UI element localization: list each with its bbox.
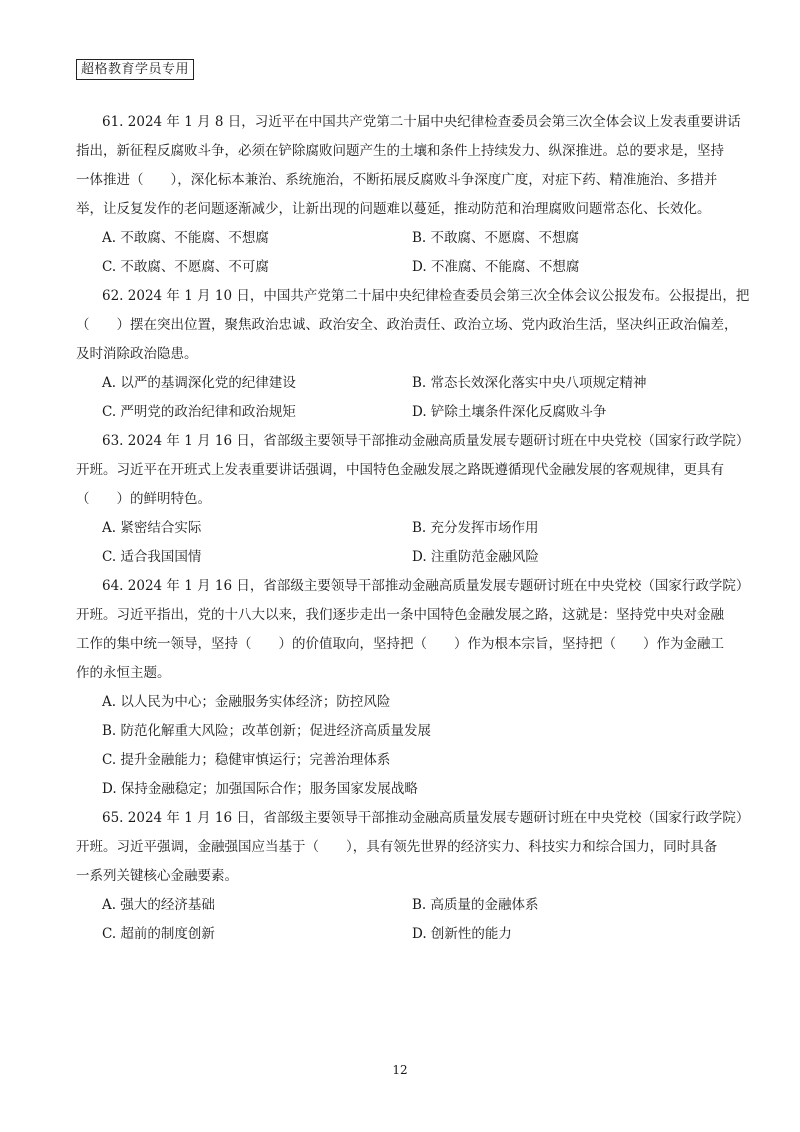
- question-65: [76, 804, 750, 949]
- option-d: D. 注重防范金融风险: [412, 549, 539, 565]
- option-a: A. 不敢腐、不能腐、不想腐: [102, 230, 269, 246]
- option-a: A. 以人民为中心；金融服务实体经济；防控风险: [102, 694, 391, 710]
- question-text-line: 65. 2024 年 1 月 16 日，省部级主要领导干部推动金融高质量发展专题研讨班在中央党校（国家行政学院）: [102, 810, 750, 826]
- question-text-line: 开班。习近平强调，金融强国应当基于（ ），具有领先世界的经济实力、科技实力和综合国力，同时具备: [76, 839, 718, 855]
- option-row: [76, 398, 726, 427]
- question-text-line: 工作的集中统一领导，坚持（ ）的价值取向，坚持把（ ）作为根本宗旨，坚持把（ ）作为金融工: [76, 636, 724, 652]
- question-text-line: 及时消除政治隐患。: [76, 346, 198, 362]
- question-text-line: 一体推进（ ），深化标本兼治、系统施治，不断拓展反腐败斗争深度广度，对症下药、精准施治、多措并: [76, 172, 718, 188]
- question-text-line: 开班。习近平在开班式上发表重要讲话强调，中国特色金融发展之路既遵循现代金融发展的客观规律，更具有: [76, 462, 724, 478]
- option-row: [76, 891, 726, 920]
- option-c: C. 不敢腐、不愿腐、不可腐: [102, 259, 269, 275]
- question-text-line: 作的永恒主题。: [76, 665, 171, 681]
- option-b: B. 防范化解重大风险；改革创新；促进经济高质量发展: [102, 723, 432, 739]
- question-text-line: 63. 2024 年 1 月 16 日，省部级主要领导干部推动金融高质量发展专题研讨班在中央党校（国家行政学院）: [102, 433, 750, 449]
- question-text-line: 一系列关键核心金融要素。: [76, 868, 238, 884]
- option-row: [76, 224, 726, 253]
- option-row: [76, 253, 726, 282]
- option-c: C. 超前的制度创新: [102, 926, 215, 942]
- question-64: [76, 572, 750, 804]
- page-number: 12: [392, 1063, 408, 1077]
- option-row: [76, 369, 726, 398]
- question-text-line: 指出，新征程反腐败斗争，必须在铲除腐败问题产生的土壤和条件上持续发力、纵深推进。总的要求是，坚持: [76, 143, 724, 159]
- option-c: C. 提升金融能力；稳健审慎运行；完善治理体系: [102, 752, 391, 768]
- option-d: D. 保持金融稳定；加强国际合作；服务国家发展战略: [102, 781, 418, 797]
- option-a: A. 强大的经济基础: [102, 897, 215, 913]
- option-d: D. 创新性的能力: [412, 926, 512, 942]
- question-63: [76, 427, 750, 572]
- option-b: B. 充分发挥市场作用: [412, 520, 539, 536]
- option-b: B. 不敢腐、不愿腐、不想腐: [412, 230, 580, 246]
- question-text-line: （ ）的鲜明特色。: [76, 491, 211, 507]
- question-62: [76, 282, 750, 427]
- question-text-line: 61. 2024 年 1 月 8 日，习近平在中国共产党第二十届中央纪律检查委员会第三次全体会议上发表重要讲话: [102, 114, 741, 130]
- option-c: C. 适合我国国情: [102, 549, 202, 565]
- question-list: [76, 108, 750, 949]
- option-row: [76, 920, 726, 949]
- question-text-line: 64. 2024 年 1 月 16 日，省部级主要领导干部推动金融高质量发展专题研讨班在中央党校（国家行政学院）: [102, 578, 750, 594]
- question-text-line: （ ）摆在突出位置，聚焦政治忠诚、政治安全、政治责任、政治立场、党内政治生活，坚决纠正政治偏差，: [76, 317, 738, 333]
- option-d: D. 不准腐、不能腐、不想腐: [412, 259, 580, 275]
- question-text-line: 举，让反复发作的老问题逐渐减少，让新出现的问题难以蔓延，推动防范和治理腐败问题常态化、长效化。: [76, 201, 711, 217]
- question-text-line: 62. 2024 年 1 月 10 日，中国共产党第二十届中央纪律检查委员会第三次全体会议公报发布。公报提出，把: [102, 288, 750, 304]
- header-watermark-box: 超格教育学员专用: [76, 59, 194, 80]
- option-b: B. 常态长效深化落实中央八项规定精神: [412, 375, 647, 391]
- question-61: [76, 108, 741, 282]
- option-d: D. 铲除土壤条件深化反腐败斗争: [412, 404, 607, 420]
- option-a: A. 紧密结合实际: [102, 520, 202, 536]
- option-row: [76, 514, 726, 543]
- option-row: [76, 543, 726, 572]
- option-a: A. 以严的基调深化党的纪律建设: [102, 375, 296, 391]
- option-b: B. 高质量的金融体系: [412, 897, 539, 913]
- option-c: C. 严明党的政治纪律和政治规矩: [102, 404, 296, 420]
- question-text-line: 开班。习近平指出，党的十八大以来，我们逐步走出一条中国特色金融发展之路，这就是：坚持党中央对金融: [76, 607, 724, 623]
